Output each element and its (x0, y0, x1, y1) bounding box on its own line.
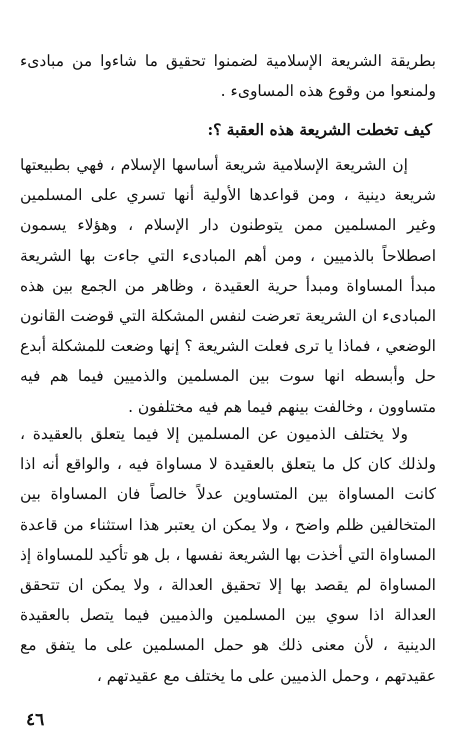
body-paragraph-2: ولا يختلف الذميون عن المسلمين إلا فيما يتعلق بالعقيدة ، ولذلك كان كل ما يتعلق بالعقيدة لا مساواة فيه ، والواقع أنه اذا كانت المساواة بين المتساوين عدلاً خالصاً فان المساواة بين المتخالفين ظلم واضح ، ولا يمكن ان يعتبر هذا استثناء من قاعدة المساواة التي أخذت بها الشريعة نفسها ، بل هو تأكيد للمساواة إذ المساواة لم يقصد بها إلا تحقيق العدالة ، ولا يمكن ان تتحقق العدالة اذا سوي بين المسلمين والذميين فيما يتصل بالعقيدة الدينية ، لأن معنى ذلك هو حمل المسلمين على ما يتفق مع عقيدتهم ، وحمل الذميين على ما يختلف مع عقيدتهم ، (20, 425, 436, 685)
section-heading: كيف تخطت الشريعة هذه العقبة ؟: (207, 120, 432, 139)
page-number: ٤٦ (26, 710, 45, 730)
intro-paragraph: بطريقة الشريعة الإسلامية لضمنوا تحقيق ما شاءوا من مبادىء ولمنعوا من وقوع هذه المساوىء . (20, 52, 436, 101)
body-paragraph-1: إن الشريعة الإسلامية شريعة أساسها الإسلام ، فهي بطبيعتها شريعة دينية ، ومن قواعدها الأولية أنها تسري على المسلمين وغير المسلمين ممن يتوطنون دار الإسلام ، وهؤلاء يسمون اصطلاحاً بالذميين ، ومن أهم المبادىء التي جاءت بها الشريعة مبدأ المساواة ومبدأ حرية العقيدة ، وظاهر من الجمع بين هذه المبادىء ان الشريعة تعرضت لنفس المشكلة التي قوضت القانون الوضعي ، فماذا يا ترى فعلت الشريعة ؟ إنها وضعت للمشكلة أبدع حل وأبسطه انها سوت بين المسلمين والذميين فيما هم فيه متساوون ، وخالفت بينهم فيما هم فيه مختلفون . (20, 156, 436, 416)
